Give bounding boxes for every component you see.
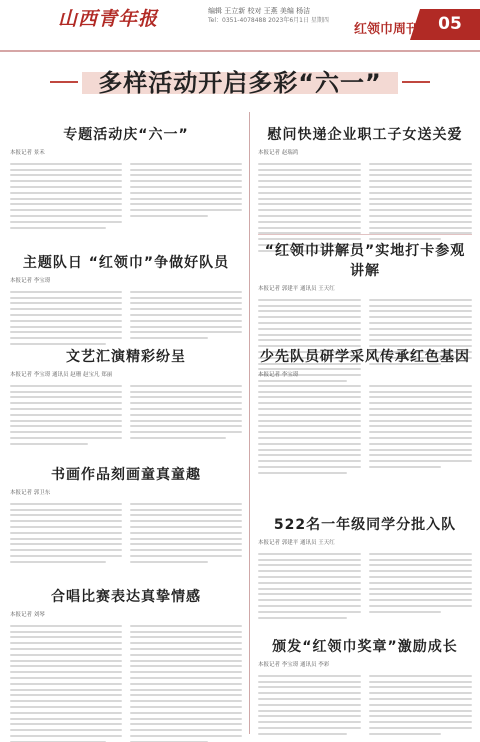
article-performance xyxy=(10,346,242,445)
article-body xyxy=(10,287,242,345)
article-byline: 本报记者 李宝璟 xyxy=(258,372,299,378)
article-title: 合唱比赛表达真挚情感 xyxy=(51,589,201,605)
article-title: “红领巾讲解员”实地打卡参观讲解 xyxy=(264,243,466,279)
article-body xyxy=(10,381,242,445)
section-name: 红领巾周刊 xyxy=(354,22,420,37)
article-byline: 本报记者 景禾 xyxy=(10,150,45,156)
article-byline: 本报记者 郭卫东 xyxy=(10,490,51,496)
contact-date: Tel：0351-4078488 2023年6月1日 星期四 xyxy=(208,17,329,24)
article-theme-team-day xyxy=(10,252,242,345)
article-byline: 本报记者 郭建平 通讯员 王天红 xyxy=(258,286,335,292)
masthead-meta xyxy=(208,6,329,26)
article-title: 专题活动庆“六一” xyxy=(63,127,189,143)
article-title: 少先队员研学采风传承红色基因 xyxy=(260,349,470,365)
article-medals xyxy=(258,636,472,735)
article-title: 文艺汇演精彩纷呈 xyxy=(66,349,186,365)
article-title: 522名一年级同学分批入队 xyxy=(273,517,457,533)
article-courier-families xyxy=(258,124,472,252)
article-body xyxy=(258,159,472,252)
article-body xyxy=(258,549,472,619)
page-number: 05 xyxy=(420,9,480,40)
article-special-activities xyxy=(10,124,242,229)
headline-banner xyxy=(64,64,416,102)
article-title: 颁发“红领巾奖章”激励成长 xyxy=(272,639,458,655)
article-body xyxy=(258,671,472,735)
editor-credits: 编辑 王立新 校对 王燕 美编 杨洁 xyxy=(208,7,311,15)
article-body xyxy=(10,621,242,742)
article-body xyxy=(10,499,242,563)
article-byline: 本报记者 刘琴 xyxy=(10,612,45,618)
article-byline: 本报记者 李宝璟 xyxy=(10,278,51,284)
article-chorus xyxy=(10,586,242,742)
article-byline: 本报记者 郭建平 通讯员 王天红 xyxy=(258,540,335,546)
article-byline: 本报记者 李宝璟 通讯员 赵珊 赵宝凡 郑丽 xyxy=(10,372,113,378)
article-title: 书画作品刻画童真童趣 xyxy=(51,467,201,483)
page-headline: 多样活动开启多彩“六一” xyxy=(98,69,382,97)
article-research-trip xyxy=(258,346,472,474)
article-body xyxy=(10,159,242,229)
column-divider xyxy=(249,112,250,734)
article-first-graders xyxy=(258,514,472,619)
masthead xyxy=(0,0,480,52)
article-calligraphy xyxy=(10,464,242,563)
article-byline: 本报记者 赵瑞鸿 xyxy=(258,150,299,156)
article-title: 主题队日 “红领巾”争做好队员 xyxy=(22,255,230,271)
article-title: 慰问快递企业职工子女送关爱 xyxy=(267,127,463,143)
newspaper-logo: 山西青年报 xyxy=(58,8,159,30)
article-byline: 本报记者 李宝璟 通讯员 李彩 xyxy=(258,662,330,668)
article-body xyxy=(258,381,472,474)
